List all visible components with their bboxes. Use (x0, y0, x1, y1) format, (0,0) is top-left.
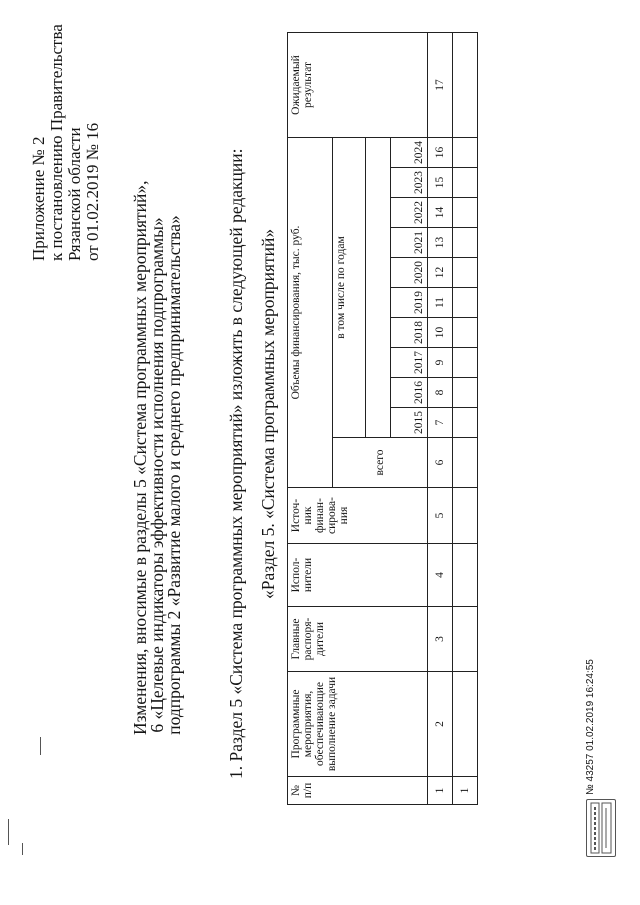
registration-stamp: № 43257 01.02.2019 16:24:55 (585, 659, 596, 795)
scan-mark (22, 843, 23, 855)
column-number: 12 (428, 258, 453, 288)
year-cell: 2020 (391, 258, 428, 288)
appendix-block (30, 24, 102, 261)
header-executors: Испол-нители (288, 544, 428, 607)
heading-line: подпрограммы 2 «Развитие малого и среднего предпринимательства» (164, 215, 184, 735)
year-cell: 2024 (391, 138, 428, 168)
table-cell (453, 258, 478, 288)
column-number: 8 (428, 378, 453, 408)
column-number: 7 (428, 408, 453, 438)
header-funding-source: Источ-ник финан-сирова-ния (288, 488, 428, 544)
column-number: 11 (428, 288, 453, 318)
table-cell (453, 168, 478, 198)
year-cell: 2015 (391, 408, 428, 438)
column-number: 3 (428, 607, 453, 672)
appendix-line: от 01.02.2019 № 16 (83, 122, 102, 261)
column-number: 2 (428, 672, 453, 777)
scan-mark (8, 819, 9, 845)
document-heading (130, 180, 184, 735)
registration-stamp-logo (586, 799, 616, 857)
year-cell: 2023 (391, 168, 428, 198)
appendix-line: Приложение № 2 (29, 136, 48, 261)
table-cell (453, 138, 478, 168)
heading-line: Изменения, вносимые в разделы 5 «Система программных мероприятий», (130, 180, 150, 735)
column-number: 10 (428, 318, 453, 348)
column-number: 14 (428, 198, 453, 228)
header-year-spacer (366, 138, 391, 438)
column-number: 17 (428, 33, 453, 138)
program-table (287, 32, 478, 805)
column-number: 6 (428, 438, 453, 488)
header-by-year: в том числе по годам (333, 138, 366, 438)
header-funding-volume: Объемы финансирования, тыс. руб. (288, 138, 333, 488)
scan-mark (40, 737, 41, 755)
table-cell (453, 488, 478, 544)
column-number: 9 (428, 348, 453, 378)
appendix-line: к постановлению Правительства (47, 24, 66, 261)
header-expected-result: Ожидаемый результат (288, 33, 428, 138)
table-cell (453, 288, 478, 318)
table-cell (453, 198, 478, 228)
header-total: всего (333, 438, 428, 488)
year-cell: 2017 (391, 348, 428, 378)
year-cell: 2021 (391, 228, 428, 258)
header-main-managers: Главные распоря-дители (288, 607, 428, 672)
year-cell: 2016 (391, 378, 428, 408)
column-number: 5 (428, 488, 453, 544)
header-program: Программные мероприятия, обеспечивающие выполнение задачи (288, 672, 428, 777)
table-cell (453, 438, 478, 488)
appendix-line: Рязанской области (65, 127, 84, 261)
column-number: 1 (428, 777, 453, 805)
section-instruction: 1. Раздел 5 «Система программных мероприятий» изложить в следующей редакции: (226, 148, 246, 779)
table-cell (453, 378, 478, 408)
year-cell: 2018 (391, 318, 428, 348)
column-number: 16 (428, 138, 453, 168)
table-cell (453, 607, 478, 672)
table-cell (453, 318, 478, 348)
column-number: 4 (428, 544, 453, 607)
column-number: 15 (428, 168, 453, 198)
table-cell (453, 544, 478, 607)
column-number: 13 (428, 228, 453, 258)
table-cell (453, 33, 478, 138)
table-cell (453, 228, 478, 258)
year-cell: 2019 (391, 288, 428, 318)
table-cell (453, 672, 478, 777)
row-number: 1 (453, 777, 478, 805)
heading-line: 6 «Целевые индикаторы эффективности исполнения подпрограммы» (147, 217, 167, 733)
table-cell (453, 408, 478, 438)
header-num: № п/п (288, 777, 428, 805)
section-title: «Раздел 5. «Система программных мероприятий» (258, 228, 278, 599)
table-cell (453, 348, 478, 378)
year-cell: 2022 (391, 198, 428, 228)
